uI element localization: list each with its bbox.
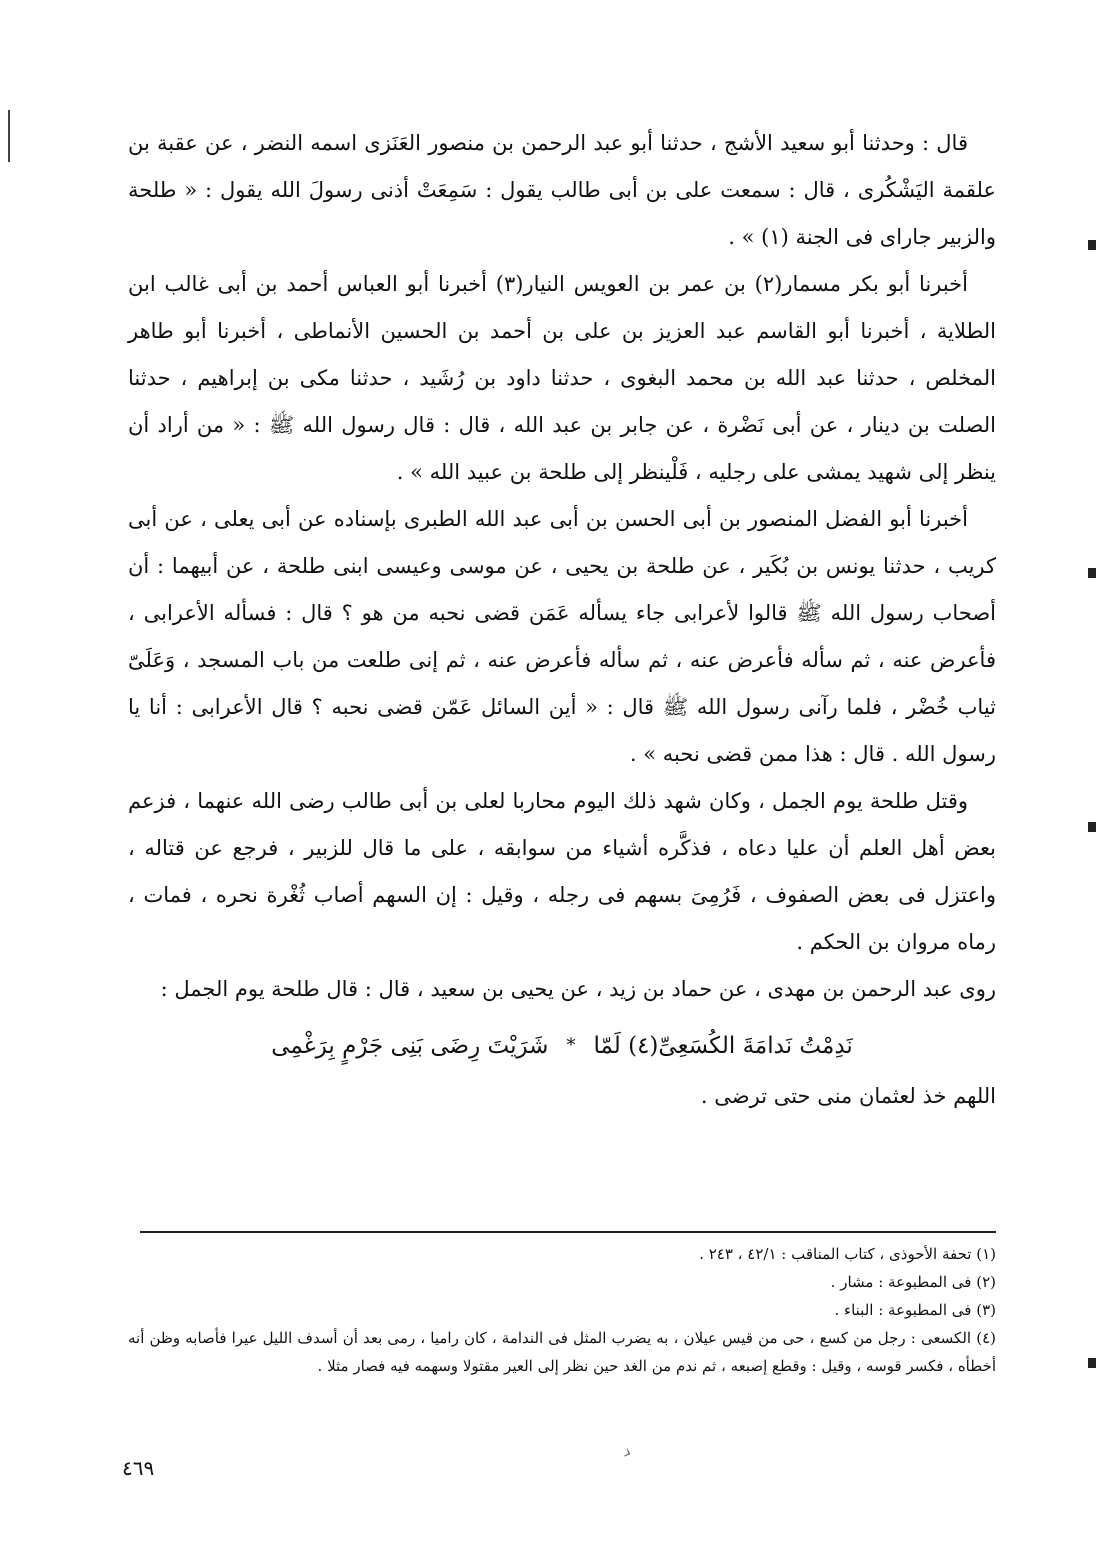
edge-mark [1088, 1358, 1096, 1368]
verse-separator: * [566, 1035, 576, 1056]
main-text [128, 120, 996, 1121]
edge-mark [1088, 568, 1096, 578]
edge-mark [1088, 822, 1096, 832]
paragraph: قال : وحدثنا أبو سعيد الأشج ، حدثنا أبو عبد الرحمن بن منصور العَنَزى اسمه النضر ، عن عقبة بن علقمة اليَشْكُرى ، قال : سمعت على بن أبى طالب يقول : سَمِعَتْ أذنى رسولَ الله يقول : « طلحة والزبير جاراى فى الجنة (١) » . [128, 131, 996, 249]
paragraph: روى عبد الرحمن بن مهدى ، عن حماد بن زيد ، عن يحيى بن سعيد ، قال : قال طلحة يوم الجمل : [160, 977, 996, 1001]
paragraph: أخبرنا أبو الفضل المنصور بن أبى الحسن بن أبى عبد الله الطبرى بإسناده عن أبى يعلى ، عن أبى كريب ، حدثنا يونس بن بُكَير ، عن طلحة بن يحيى ، عن موسى وعيسى ابنى طلحة ، عن أبيهما : أن أصحاب رسول الله ﷺ قالوا لأعرابى جاء يسأله عَمَن قضى نحبه من هو ؟ قال : فسأله الأعرابى ، فأعرض عنه ، ثم سأله فأعرض عنه ، ثم سأله فأعرض عنه ، ثم إنى طلعت من باب المسجد ، وَعَلَىّ ثياب خُضْر ، فلما رآنى رسول الله ﷺ قال : « أين السائل عَمّن قضى نحبه ؟ قال الأعرابى : أنا يا رسول الله . قال : هذا ممن قضى نحبه » . [128, 507, 996, 766]
footnote: (١) تحفة الأحوذى ، كتاب المناقب : ٤٢/١ ، ٢٤٣ . [699, 1245, 996, 1263]
paragraph: وقتل طلحة يوم الجمل ، وكان شهد ذلك اليوم محاربا لعلى بن أبى طالب رضى الله عنهما ، فزعم بعض أهل العلم أن عليا دعاه ، فذكَّره أشياء من سوابقه ، على ما قال للزبير ، فرجع عن قتاله ، واعتزل فى بعض الصفوف ، فَرُمِىَ بسهم فى رجله ، وقيل : إن السهم أصاب ثُغْرة نحره ، فمات ، رماه مروان بن الحكم . [128, 789, 996, 954]
margin-line [8, 110, 10, 162]
closing-line: اللهم خذ لعثمان منى حتى ترضى . [700, 1084, 996, 1108]
paragraph: أخبرنا أبو بكر مسمار(٢) بن عمر بن العويس النيار(٣) أخبرنا أبو العباس أحمد بن أبى غالب ابن الطلاية ، أخبرنا أبو القاسم عبد العزيز بن على بن أحمد بن الحسين الأنماطى ، أخبرنا أبو طاهر المخلص ، حدثنا عبد الله بن محمد البغوى ، حدثنا داود بن رُشَيد ، حدثنا مكى بن إبراهيم ، حدثنا الصلت بن دينار ، عن أبى نَضْرة ، عن جابر بن عبد الله ، قال : قال رسول الله ﷺ : « من أراد أن ينظر إلى شهيد يمشى على رجليه ، فَلْينظر إلى طلحة بن عبيد الله » . [128, 272, 996, 484]
page-number: ٤٦٩ [122, 1456, 155, 1480]
edge-mark [1088, 240, 1096, 250]
footnote: (٤) الكسعى : رجل من كسع ، حى من قيس عيلان ، به يضرب المثل فى الندامة ، كان راميا ، رمى بعد أن أسدف الليل عيرا فأصابه وظن أنه أخطأه ، فكسر قوسه ، وقيل : وقطع إصبعه ، ثم ندم من الغد حين نظر إلى العير مقتولا وسهمه فيه فصار مثلا . [128, 1329, 996, 1375]
stray-mark: › [620, 1439, 636, 1465]
footnote-divider [140, 1231, 996, 1233]
footnote: (٣) فى المطبوعة : البناء . [834, 1301, 996, 1319]
verse-first-hemistich: نَدِمْتُ نَدامَةَ الكُسَعِىِّ(٤) لَمّا [593, 1033, 853, 1059]
footnotes [128, 1240, 996, 1380]
poem-verse [128, 1021, 996, 1071]
footnote: (٢) فى المطبوعة : مشار . [830, 1273, 996, 1291]
verse-second-hemistich: شَرَيْتَ رِضَى بَنِى جَرْمٍ بِرَغْمِى [271, 1033, 549, 1059]
